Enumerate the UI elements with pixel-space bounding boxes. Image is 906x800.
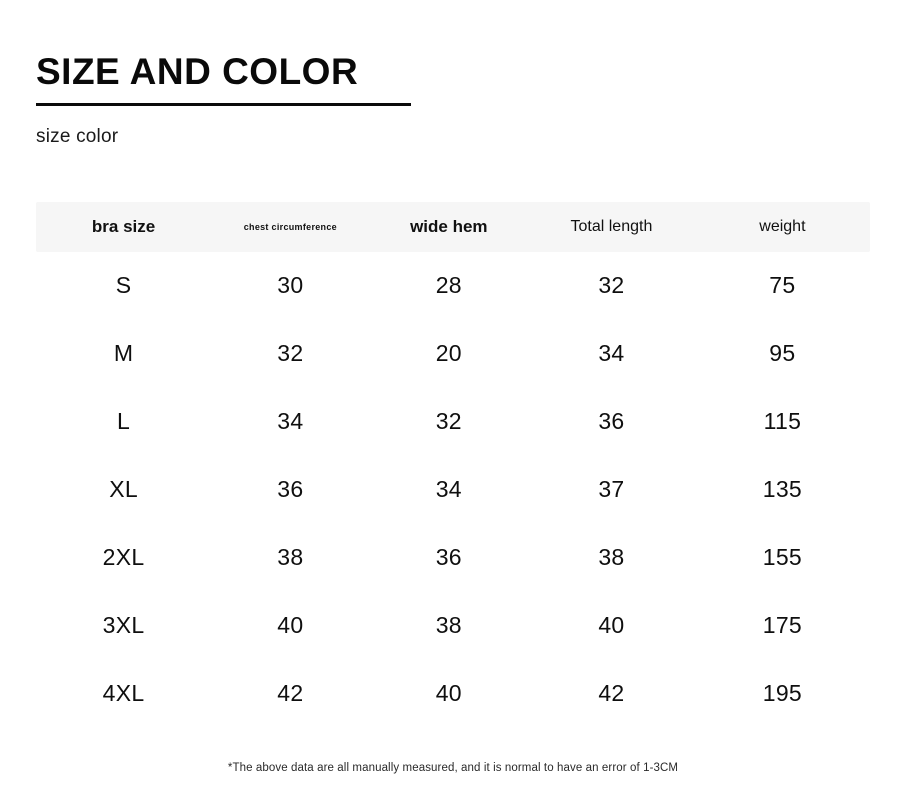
cell-chest: 42 (277, 680, 304, 707)
cell-hem: 38 (435, 612, 462, 639)
cell-chest: 32 (277, 340, 304, 367)
cell-weight: 155 (762, 544, 803, 571)
cell-hem: 40 (435, 680, 462, 707)
cell-length: 34 (598, 340, 625, 367)
cell-weight: 135 (762, 476, 803, 503)
cell-chest: 34 (277, 408, 304, 435)
cell-size: 3XL (102, 612, 145, 639)
cell-weight: 115 (763, 408, 802, 435)
cell-chest: 36 (277, 476, 304, 503)
cell-length: 36 (598, 408, 625, 435)
table-header-row (36, 202, 870, 252)
size-table (36, 202, 870, 728)
cell-length: 37 (598, 476, 625, 503)
cell-length: 42 (598, 680, 625, 707)
cell-hem: 28 (435, 272, 462, 299)
column-header-chest-circumference: chest circumference (243, 221, 337, 232)
cell-size: 4XL (102, 680, 145, 707)
column-header-wide-hem: wide hem (410, 216, 488, 236)
cell-size: 2XL (102, 544, 145, 571)
page-title: SIZE AND COLOR (36, 51, 359, 92)
cell-hem: 20 (435, 340, 462, 367)
cell-weight: 95 (769, 340, 796, 367)
cell-weight: 175 (762, 612, 803, 639)
cell-length: 38 (598, 544, 625, 571)
column-header-weight: weight (759, 217, 806, 235)
table-row (36, 660, 870, 728)
table-row (36, 252, 870, 320)
cell-chest: 40 (277, 612, 304, 639)
measurement-footnote: *The above data are all manually measured, and it is normal to have an error of 1-3CM (227, 761, 679, 774)
table-row (36, 320, 870, 388)
table-row (36, 592, 870, 660)
cell-weight: 75 (769, 272, 796, 299)
title-underline (36, 103, 411, 106)
cell-length: 32 (598, 272, 625, 299)
cell-hem: 32 (435, 408, 462, 435)
page-subtitle: size color (36, 125, 119, 147)
cell-length: 40 (598, 612, 625, 639)
cell-hem: 34 (435, 476, 462, 503)
column-header-bra-size: bra size (91, 216, 156, 236)
cell-size: S (115, 272, 132, 299)
cell-size: M (113, 340, 134, 367)
column-header-total-length: Total length (570, 217, 653, 235)
cell-weight: 195 (762, 680, 803, 707)
table-row (36, 456, 870, 524)
cell-chest: 30 (277, 272, 304, 299)
cell-size: L (117, 408, 131, 435)
cell-hem: 36 (435, 544, 462, 571)
cell-size: XL (109, 476, 138, 503)
cell-chest: 38 (277, 544, 304, 571)
table-row (36, 388, 870, 456)
table-row (36, 524, 870, 592)
